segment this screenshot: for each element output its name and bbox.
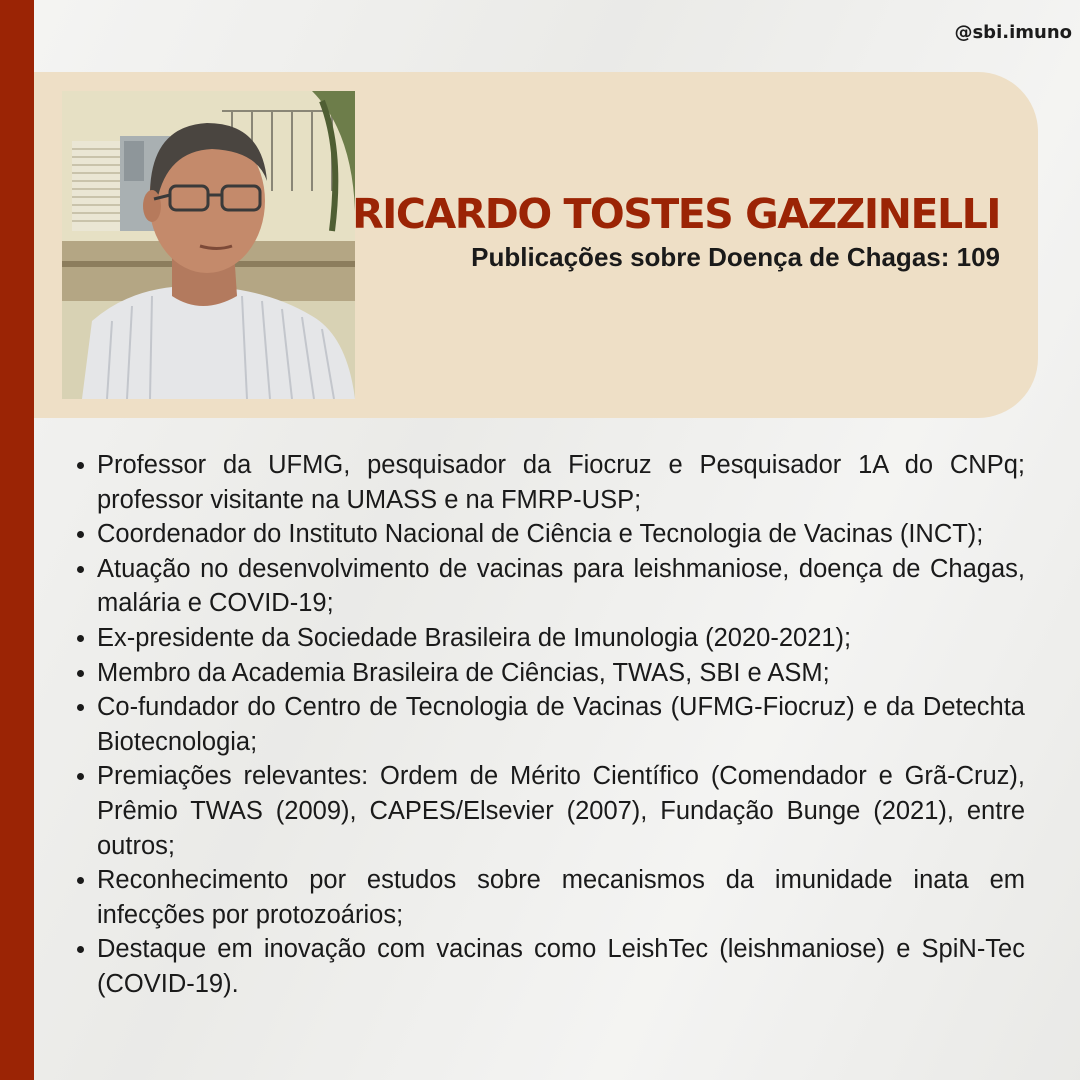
list-item: Premiações relevantes: Ordem de Mérito Científico (Comendador e Grã-Cruz), Prêmio TWAS (2009), CAPES/Elsevier (2007), Fundação Bunge (2021), entre outros; bbox=[70, 759, 1025, 863]
list-item: Ex-presidente da Sociedade Brasileira de Imunologia (2020-2021); bbox=[70, 621, 1025, 656]
list-item: Membro da Academia Brasileira de Ciências, TWAS, SBI e ASM; bbox=[70, 656, 1025, 691]
list-item: Atuação no desenvolvimento de vacinas para leishmaniose, doença de Chagas, malária e COVID-19; bbox=[70, 552, 1025, 621]
profile-photo bbox=[62, 91, 355, 399]
person-name: RICARDO TOSTES GAZZINELLI bbox=[352, 190, 1000, 238]
list-item: Reconhecimento por estudos sobre mecanismos da imunidade inata em infecções por protozoários; bbox=[70, 863, 1025, 932]
list-item: Professor da UFMG, pesquisador da Fiocruz e Pesquisador 1A do CNPq; professor visitante na UMASS e na FMRP-USP; bbox=[70, 448, 1025, 517]
list-item: Coordenador do Instituto Nacional de Ciência e Tecnologia de Vacinas (INCT); bbox=[70, 517, 1025, 552]
list-item: Co-fundador do Centro de Tecnologia de Vacinas (UFMG-Fiocruz) e da Detechta Biotecnologia; bbox=[70, 690, 1025, 759]
publications-count: Publicações sobre Doença de Chagas: 109 bbox=[471, 242, 1000, 272]
list-item: Destaque em inovação com vacinas como LeishTec (leishmaniose) e SpiN-Tec (COVID-19). bbox=[70, 932, 1025, 1001]
social-handle: @sbi.imuno bbox=[954, 22, 1072, 43]
bio-list bbox=[70, 448, 1025, 1002]
left-accent-bar bbox=[0, 0, 34, 1080]
